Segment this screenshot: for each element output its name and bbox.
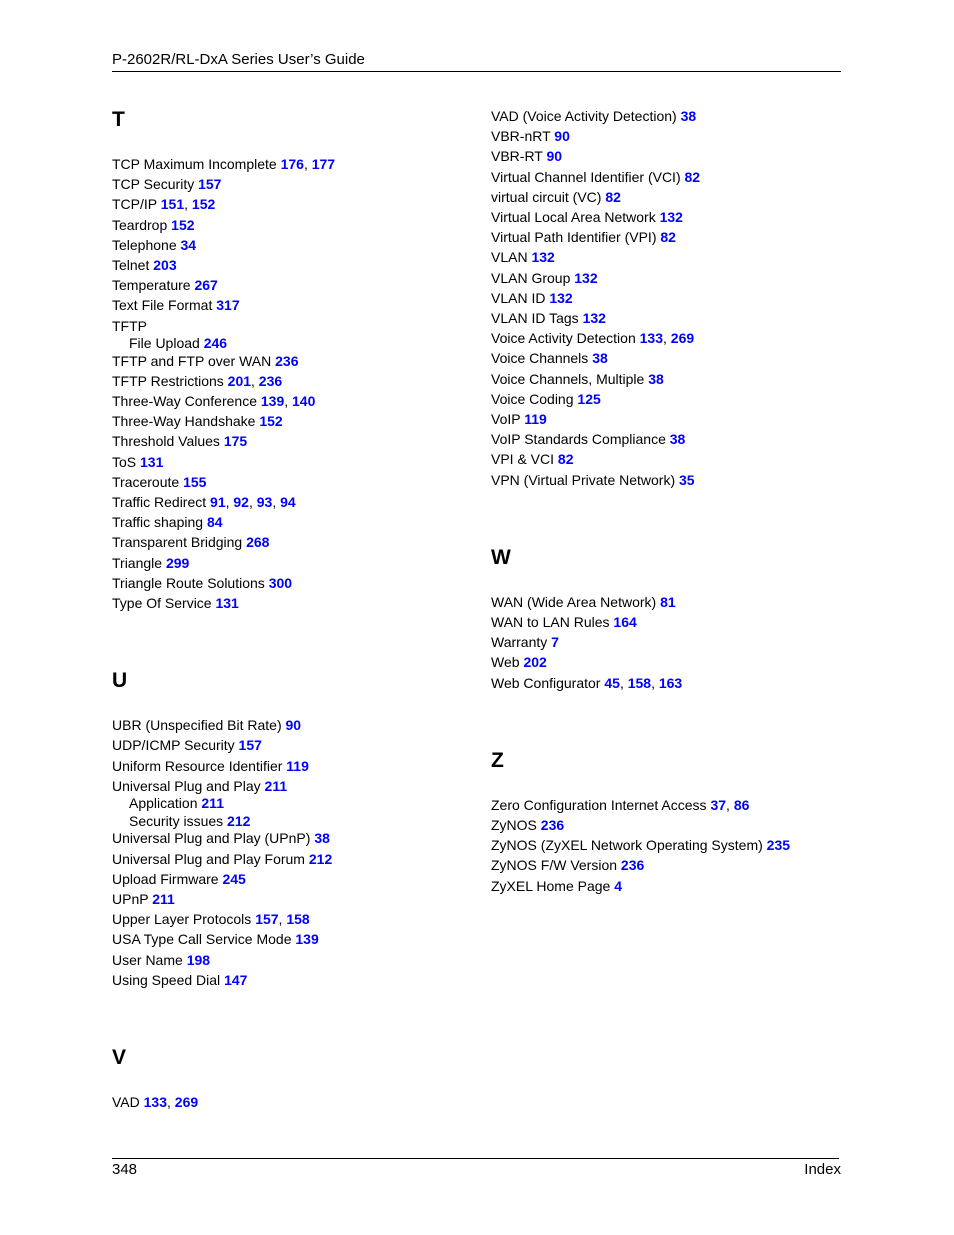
index-term: VLAN ID Tags: [491, 310, 583, 326]
page-link[interactable]: 132: [574, 269, 598, 286]
index-term: WAN (Wide Area Network): [491, 593, 661, 610]
index-term: Threshold Values: [112, 433, 224, 450]
index-term: Voice Channels: [491, 350, 593, 367]
page-separator: ,: [726, 796, 734, 813]
index-entry: [491, 593, 676, 611]
page-separator: ,: [167, 1093, 175, 1110]
index-term: Telnet: [112, 257, 154, 273]
index-term: User Name: [112, 951, 187, 968]
index-term: VLAN ID: [491, 289, 550, 306]
page-link[interactable]: 236: [275, 352, 299, 369]
index-term: Virtual Channel Identifier (VCI): [491, 168, 685, 185]
page-link[interactable]: 38: [680, 108, 697, 124]
page-link[interactable]: 212: [227, 812, 251, 829]
index-entry: [112, 971, 247, 989]
index-term: Text File Format: [112, 297, 217, 314]
index-term: UBR (Unspecified Bit Rate): [112, 717, 286, 734]
index-term: Web Configurator: [491, 674, 605, 691]
index-entry: [491, 633, 559, 651]
index-term: Voice Channels, Multiple: [491, 370, 649, 387]
page-link[interactable]: 93: [256, 494, 273, 510]
index-entry: [112, 175, 221, 193]
index-entry: [491, 856, 644, 874]
page-link[interactable]: 94: [280, 494, 296, 510]
page-link[interactable]: 37: [710, 796, 727, 813]
index-entry: [112, 276, 218, 294]
page-link[interactable]: 86: [733, 796, 750, 813]
page-link[interactable]: 245: [222, 870, 246, 887]
index-entry: [491, 410, 547, 428]
page-link[interactable]: 158: [627, 674, 652, 691]
page-link[interactable]: 177: [311, 156, 336, 172]
page-link[interactable]: 4: [614, 877, 623, 894]
index-entry: [112, 890, 175, 908]
page-link[interactable]: 268: [246, 534, 270, 551]
index-term: ZyNOS (ZyXEL Network Operating System): [491, 837, 767, 854]
page-link[interactable]: 236: [540, 817, 565, 833]
index-entry: [112, 777, 287, 795]
page-link[interactable]: 236: [620, 857, 645, 874]
page-link[interactable]: 82: [557, 451, 574, 468]
index-entry: [112, 1093, 198, 1111]
index-subentry: [112, 812, 250, 830]
index-entry: [112, 352, 298, 370]
page-link[interactable]: 84: [206, 514, 223, 531]
index-entry: [112, 296, 240, 314]
index-term: TCP Maximum Incomplete: [112, 156, 281, 172]
index-term: Warranty: [491, 634, 552, 651]
page-link[interactable]: 139: [295, 931, 319, 948]
page-link[interactable]: 269: [174, 1093, 199, 1110]
index-entry: [491, 168, 700, 186]
index-subentry: [112, 794, 224, 812]
index-term: Traffic shaping: [112, 514, 207, 531]
page-link[interactable]: 132: [549, 289, 573, 306]
page-link[interactable]: 198: [186, 951, 211, 968]
index-term: Traceroute: [112, 473, 184, 490]
footer-page-number: 348: [112, 1161, 138, 1178]
page-link[interactable]: 152: [259, 413, 283, 430]
page-separator: ,: [225, 494, 234, 510]
index-term: VBR-nRT: [491, 128, 555, 145]
page-separator: ,: [184, 196, 192, 213]
index-term: Zero Configuration Internet Access: [491, 796, 711, 813]
index-term: Type Of Service: [112, 595, 216, 611]
page-link[interactable]: 82: [605, 188, 621, 205]
page-link[interactable]: 139: [260, 393, 285, 409]
page-link[interactable]: 125: [577, 390, 601, 407]
page-link[interactable]: 299: [165, 554, 190, 571]
index-term: Virtual Path Identifier (VPI): [491, 229, 661, 246]
index-term: Temperature: [112, 277, 195, 294]
index-term: Upload Firmware: [112, 870, 223, 887]
index-term: Application: [129, 795, 202, 812]
page-link[interactable]: 91: [210, 494, 226, 510]
index-term: File Upload: [129, 335, 204, 352]
page-link[interactable]: 300: [268, 574, 293, 591]
page-link[interactable]: 211: [264, 777, 288, 794]
page-separator: ,: [272, 494, 281, 510]
index-entry: [112, 155, 335, 173]
index-entry: [491, 188, 621, 206]
page-header-title: P-2602R/RL-DxA Series User’s Guide: [112, 51, 365, 68]
page-link[interactable]: 38: [648, 370, 664, 387]
index-entry: [112, 870, 246, 888]
page-link[interactable]: 155: [183, 473, 207, 490]
page-link[interactable]: 90: [285, 717, 302, 734]
index-letter-w: W: [491, 545, 511, 569]
index-entry: [112, 829, 330, 847]
index-entry: [491, 674, 682, 692]
index-entry: [112, 372, 282, 390]
page-link[interactable]: 140: [292, 393, 316, 409]
index-term: TFTP and FTP over WAN: [112, 352, 276, 369]
index-entry: [491, 208, 683, 226]
page-link[interactable]: 317: [216, 297, 240, 314]
index-term: ToS: [112, 453, 141, 470]
page-link[interactable]: 235: [766, 837, 791, 854]
page-separator: ,: [651, 674, 659, 691]
page-link[interactable]: 202: [523, 654, 547, 671]
index-entry: [491, 450, 574, 468]
page-link[interactable]: 133: [143, 1093, 167, 1110]
page-link[interactable]: 119: [524, 411, 547, 427]
page-link[interactable]: 201: [227, 372, 252, 389]
index-letter-z: Z: [491, 748, 504, 772]
index-subentry: [112, 334, 227, 352]
page-link[interactable]: 82: [684, 168, 701, 185]
index-term: VLAN: [491, 249, 532, 266]
index-entry: [491, 430, 685, 448]
index-term: Uniform Resource Identifier: [112, 757, 287, 774]
index-term: ZyNOS: [491, 817, 541, 833]
index-term: Voice Activity Detection: [491, 330, 640, 347]
index-term: TFTP: [112, 317, 147, 334]
index-term: Using Speed Dial: [112, 971, 225, 988]
page-link[interactable]: 81: [660, 593, 676, 610]
page-link[interactable]: 267: [194, 277, 218, 294]
index-entry: [491, 228, 676, 246]
index-entry: [491, 107, 696, 125]
index-entry: [491, 147, 562, 165]
footer-rule: [112, 1158, 839, 1159]
index-entry: [112, 554, 189, 572]
page-separator: ,: [278, 911, 287, 928]
page-link[interactable]: 157: [255, 911, 279, 928]
page-link[interactable]: 176: [280, 156, 304, 172]
page-link[interactable]: 157: [238, 737, 262, 754]
index-term: VAD: [112, 1093, 144, 1110]
index-entry: [112, 736, 262, 754]
footer-section-name: Index: [804, 1161, 841, 1178]
index-entry: [112, 951, 210, 969]
index-term: USA Type Call Service Mode: [112, 931, 296, 948]
index-term: Triangle Route Solutions: [112, 574, 269, 591]
index-term: virtual circuit (VC): [491, 188, 606, 205]
index-term: WAN to LAN Rules: [491, 614, 614, 630]
index-term: UDP/ICMP Security: [112, 737, 239, 754]
page-separator: ,: [663, 330, 671, 347]
index-entry: [112, 716, 301, 734]
index-term: Transparent Bridging: [112, 534, 247, 551]
page-link[interactable]: 119: [286, 757, 309, 774]
page-link[interactable]: 132: [531, 249, 555, 266]
page-link[interactable]: 211: [201, 795, 224, 812]
index-entry: [491, 816, 564, 834]
page-link[interactable]: 212: [308, 850, 333, 867]
page-link[interactable]: 38: [592, 350, 608, 367]
index-entry: [112, 473, 206, 491]
index-term: Universal Plug and Play Forum: [112, 850, 309, 867]
index-entry: [112, 850, 332, 868]
page-separator: ,: [284, 393, 293, 409]
page-link[interactable]: 147: [224, 971, 248, 988]
index-term: VBR-RT: [491, 148, 547, 165]
index-term: UPnP: [112, 890, 153, 907]
page-link[interactable]: 163: [658, 674, 683, 691]
index-term: ZyNOS F/W Version: [491, 857, 621, 874]
index-term: VoIP Standards Compliance: [491, 431, 670, 448]
page-link[interactable]: 152: [171, 216, 195, 233]
page-separator: ,: [251, 372, 259, 389]
index-entry: [491, 309, 606, 327]
page-link[interactable]: 246: [203, 335, 228, 352]
page-link[interactable]: 92: [233, 494, 249, 510]
page-separator: ,: [619, 674, 628, 691]
index-entry: [112, 392, 315, 410]
index-entry: [112, 533, 269, 551]
index-letter-v: V: [112, 1045, 127, 1069]
index-entry: [112, 236, 196, 254]
page-link[interactable]: 82: [660, 229, 676, 246]
index-term: Triangle: [112, 554, 166, 571]
index-entry: [112, 317, 147, 335]
page-link[interactable]: 35: [679, 471, 695, 488]
index-term: Upper Layer Protocols: [112, 911, 256, 928]
index-entry: [112, 412, 283, 430]
index-entry: [112, 493, 296, 511]
page-link[interactable]: 90: [546, 148, 563, 165]
index-entry: [491, 329, 694, 347]
index-entry: [491, 613, 637, 631]
index-entry: [491, 471, 695, 489]
index-term: Virtual Local Area Network: [491, 209, 660, 225]
index-letter-u: U: [112, 669, 128, 693]
page-link[interactable]: 211: [152, 890, 175, 907]
index-entry: [112, 594, 239, 612]
index-entry: [112, 195, 215, 213]
page-link[interactable]: 34: [180, 236, 197, 253]
page-link[interactable]: 152: [191, 196, 216, 213]
index-term: TCP/IP: [112, 196, 161, 213]
page-separator: ,: [303, 156, 312, 172]
index-entry: [112, 513, 223, 531]
page-link[interactable]: 151: [160, 196, 185, 213]
index-term: Three-Way Conference: [112, 393, 261, 409]
page-link[interactable]: 175: [223, 433, 248, 450]
page-link[interactable]: 131: [140, 453, 164, 470]
index-entry: [112, 757, 309, 775]
page-link[interactable]: 157: [198, 176, 222, 193]
page-link[interactable]: 269: [670, 330, 695, 347]
index-entry: [112, 216, 195, 234]
index-entry: [112, 453, 163, 471]
index-term: VLAN Group: [491, 269, 575, 286]
page-link[interactable]: 164: [613, 614, 637, 630]
index-term: Universal Plug and Play: [112, 777, 265, 794]
index-term: VAD (Voice Activity Detection): [491, 108, 681, 124]
page-link[interactable]: 203: [153, 257, 177, 273]
index-entry: [112, 256, 177, 274]
index-term: Universal Plug and Play (UPnP): [112, 830, 315, 847]
page-link[interactable]: 7: [551, 634, 559, 651]
index-term: VPI & VCI: [491, 451, 558, 468]
index-entry: [112, 432, 247, 450]
page-link[interactable]: 132: [582, 310, 606, 326]
index-entry: [491, 390, 601, 408]
index-entry: [491, 269, 598, 287]
page-link[interactable]: 236: [258, 372, 283, 389]
index-letter-t: T: [112, 108, 125, 131]
index-entry: [491, 248, 555, 266]
page-link[interactable]: 132: [659, 209, 683, 225]
index-entry: [112, 930, 319, 948]
index-term: TCP Security: [112, 176, 199, 193]
page-link[interactable]: 38: [314, 830, 330, 847]
page-link[interactable]: 133: [639, 330, 663, 347]
index-entry: [112, 910, 310, 928]
index-entry: [112, 574, 292, 592]
index-entry: [491, 836, 790, 854]
page-link[interactable]: 158: [286, 911, 310, 928]
index-term: Security issues: [129, 812, 228, 829]
index-entry: [491, 127, 570, 145]
page-link[interactable]: 131: [215, 595, 239, 611]
index-term: Teardrop: [112, 216, 172, 233]
index-entry: [491, 370, 664, 388]
index-term: Three-Way Handshake: [112, 413, 260, 430]
index-entry: [491, 877, 622, 895]
index-entry: [491, 796, 749, 814]
index-term: VoIP: [491, 411, 525, 427]
index-term: ZyXEL Home Page: [491, 877, 615, 894]
page-link[interactable]: 45: [604, 674, 620, 691]
index-term: TFTP Restrictions: [112, 372, 228, 389]
page-link[interactable]: 90: [554, 128, 570, 145]
index-term: Voice Coding: [491, 390, 578, 407]
index-term: Telephone: [112, 236, 181, 253]
index-term: Traffic Redirect: [112, 494, 211, 510]
index-entry: [491, 289, 573, 307]
header-rule: [112, 71, 841, 72]
page-separator: ,: [248, 494, 257, 510]
index-entry: [491, 349, 608, 367]
index-entry: [491, 653, 547, 671]
page-link[interactable]: 38: [669, 431, 686, 448]
index-term: Web: [491, 654, 524, 671]
index-term: VPN (Virtual Private Network): [491, 471, 680, 488]
